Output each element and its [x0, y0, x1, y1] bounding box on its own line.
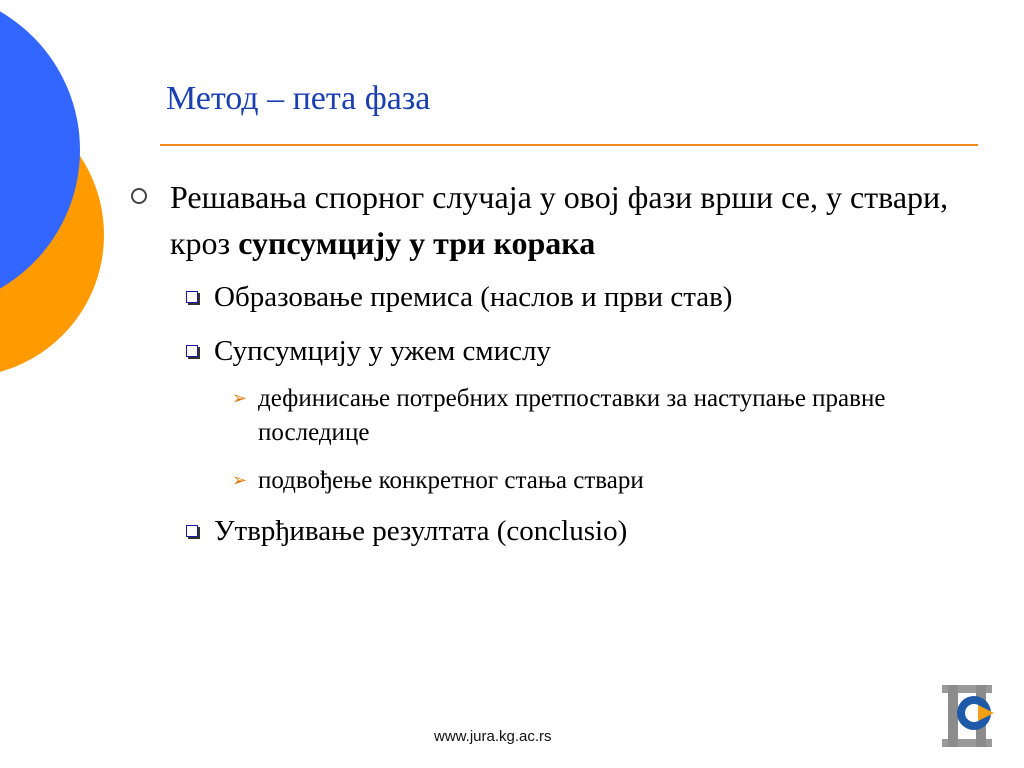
square-bullet-icon: [186, 525, 198, 537]
step-item: Образовање премиса (наслов и први став): [214, 281, 733, 313]
substep-item: подвођење конкретног стања ствари: [258, 467, 644, 494]
step-item: Супсумцију у ужем смислу: [214, 335, 552, 367]
faculty-logo-icon: [938, 683, 1002, 749]
main-point-text: Решавања спорног случаја у овој фази врши се, у ствари, кроз: [170, 179, 949, 261]
main-point-bold: супсумцију у три корака: [238, 225, 596, 261]
main-point: [170, 174, 990, 266]
circle-bullet-icon: [131, 188, 147, 204]
step-item: Утврђивање резултата (conclusio): [214, 515, 628, 547]
slide-title: Метод – пета фаза: [166, 80, 431, 117]
arrow-bullet-icon: ➢: [232, 470, 248, 491]
footer-url: www.jura.kg.ac.rs: [434, 728, 552, 745]
substep-item: дефинисање потребних претпоставки за наступање правне последице: [258, 385, 886, 446]
square-bullet-icon: [186, 291, 198, 303]
arrow-bullet-icon: ➢: [232, 388, 248, 409]
square-bullet-icon: [186, 345, 198, 357]
